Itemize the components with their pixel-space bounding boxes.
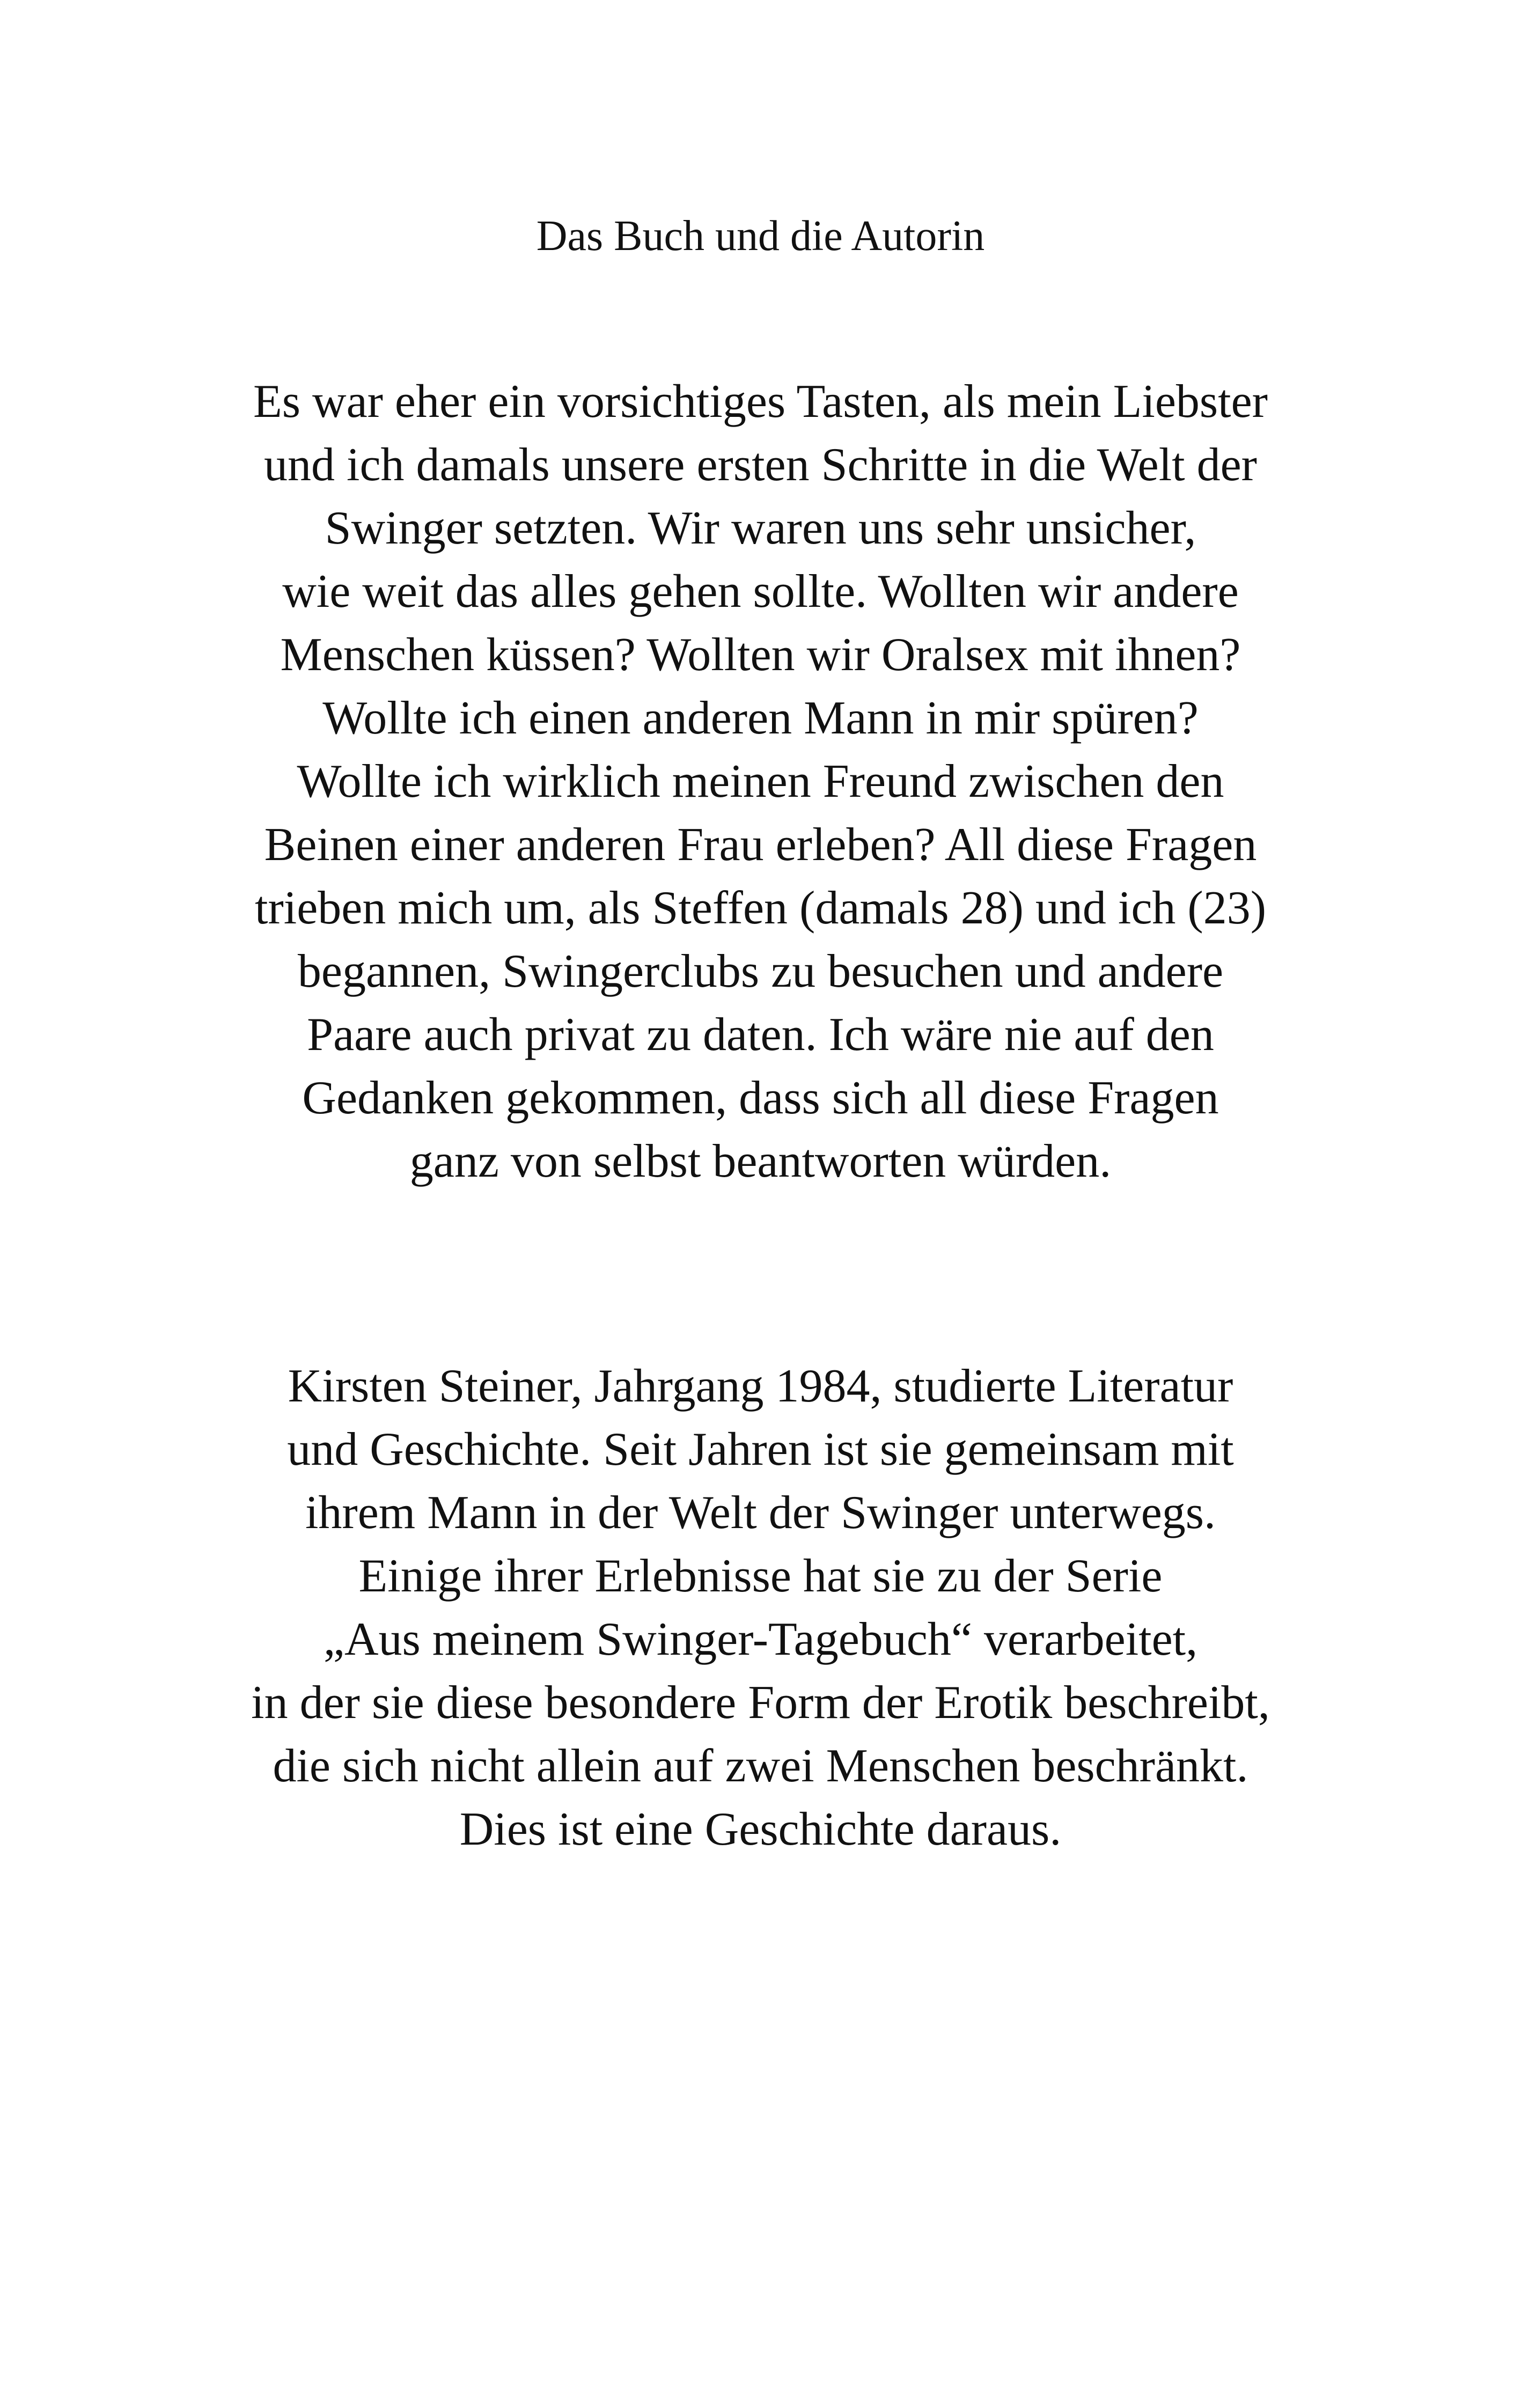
bio-line: ihrem Mann in der Welt der Swinger unterwegs. — [305, 1487, 1216, 1539]
bio-line: die sich nicht allein auf zwei Menschen beschränkt. — [273, 1740, 1248, 1792]
bio-line: „Aus meinem Swinger-Tagebuch“ verarbeitet, — [323, 1613, 1198, 1665]
description-line: wie weit das alles gehen sollte. Wollten wir andere — [282, 566, 1239, 618]
description-line: Beinen einer anderen Frau erleben? All diese Fragen — [264, 819, 1257, 871]
description-line: ganz von selbst beantworten würden. — [409, 1135, 1112, 1187]
author-biography — [0, 1355, 1521, 1861]
bio-line: Dies ist eine Geschichte daraus. — [459, 1803, 1062, 1855]
bio-line: Einige ihrer Erlebnisse hat sie zu der Serie — [358, 1550, 1163, 1602]
description-line: Es war eher ein vorsichtiges Tasten, als mein Liebster — [253, 376, 1268, 428]
bio-line: in der sie diese besondere Form der Erotik beschreibt, — [251, 1677, 1270, 1729]
description-line: begannen, Swingerclubs zu besuchen und andere — [297, 945, 1224, 997]
description-line: trieben mich um, als Steffen (damals 28) und ich (23) — [255, 882, 1266, 934]
description-line: Menschen küssen? Wollten wir Oralsex mit ihnen? — [280, 629, 1241, 681]
bio-line: und Geschichte. Seit Jahren ist sie gemeinsam mit — [287, 1423, 1234, 1475]
description-line: und ich damals unsere ersten Schritte in die Welt der — [264, 439, 1257, 491]
description-line: Paare auch privat zu daten. Ich wäre nie auf den — [307, 1009, 1214, 1061]
description-line: Swinger setzten. Wir waren uns sehr unsicher, — [325, 502, 1196, 554]
bio-line: Kirsten Steiner, Jahrgang 1984, studierte Literatur — [288, 1360, 1233, 1412]
description-line: Wollte ich wirklich meinen Freund zwischen den — [297, 755, 1224, 807]
description-line: Wollte ich einen anderen Mann in mir spüren? — [322, 692, 1199, 744]
description-line: Gedanken gekommen, dass sich all diese Fragen — [302, 1072, 1219, 1124]
page-title: Das Buch und die Autorin — [536, 212, 985, 260]
book-description — [0, 370, 1521, 1193]
